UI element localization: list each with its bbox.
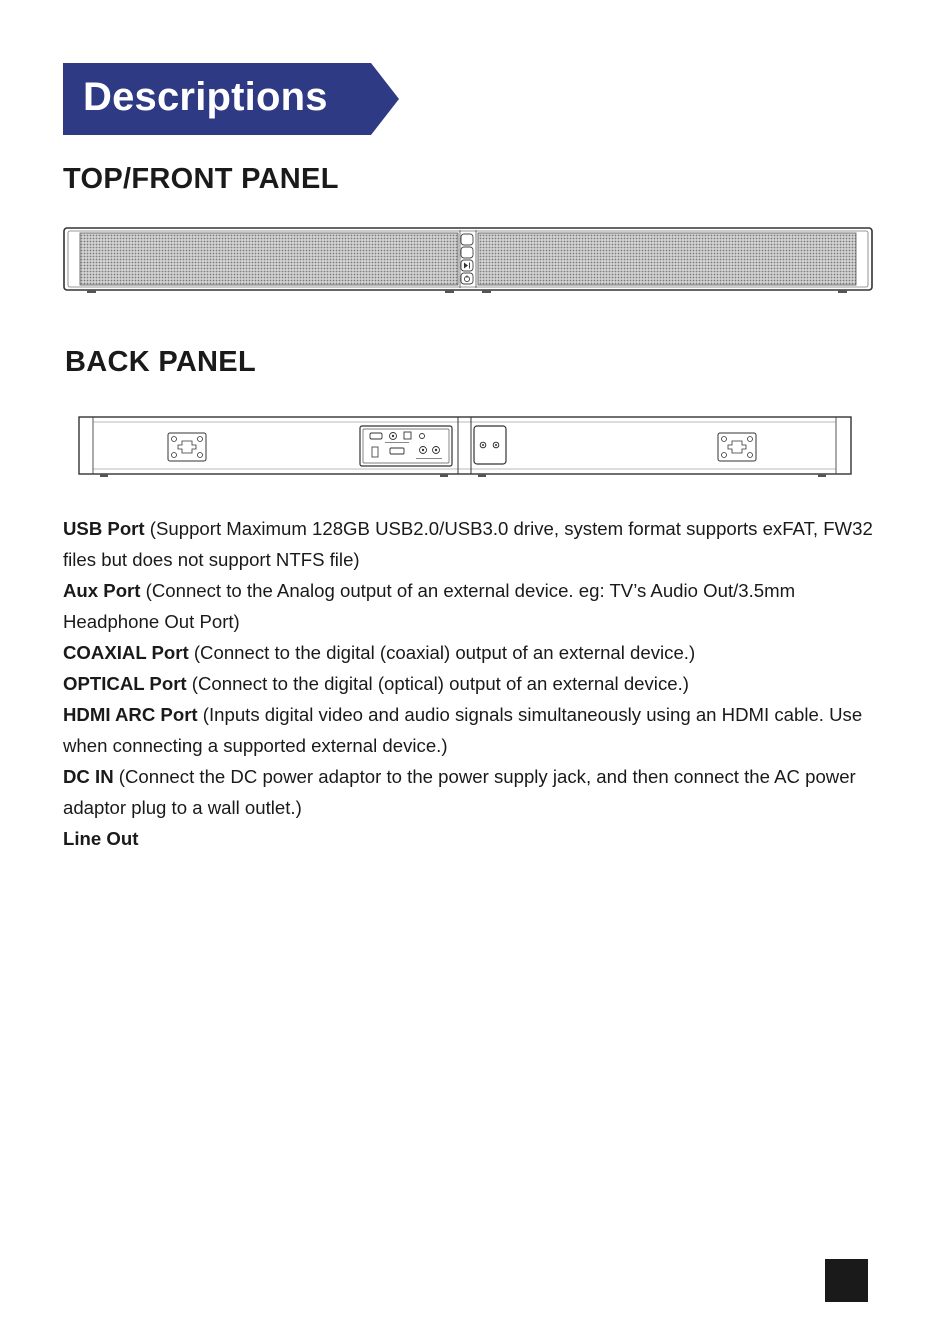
front-panel-illustration — [62, 225, 874, 295]
banner-title: Descriptions — [83, 75, 328, 119]
usb-port-icon — [370, 433, 382, 439]
control-button — [461, 234, 473, 245]
front-panel-heading: TOP/FRONT PANEL — [63, 163, 339, 195]
wall-mount-bracket-right — [718, 433, 756, 461]
desc-dc-in: DC IN (Connect the DC power adaptor to the power supply jack, and then connect the AC power adaptor plug to a wall outlet.) — [63, 766, 856, 818]
port-descriptions — [63, 513, 893, 854]
power-icon — [461, 273, 473, 284]
right-speaker-grill — [478, 233, 856, 285]
port-panel — [360, 426, 452, 466]
back-panel-heading: BACK PANEL — [65, 346, 256, 378]
desc-optical-port: OPTICAL Port (Connect to the digital (optical) output of an external device.) — [63, 673, 689, 694]
desc-usb-port: USB Port (Support Maximum 128GB USB2.0/USB3.0 drive, system format supports exFAT, FW32 files but does not support NTFS file) — [63, 518, 873, 570]
link-connector-panel — [474, 426, 506, 464]
optical-port-icon — [404, 432, 411, 439]
hdmi-arc-port-icon — [390, 448, 404, 454]
desc-coaxial-port: COAXIAL Port (Connect to the digital (coaxial) output of an external device.) — [63, 642, 696, 663]
desc-hdmi-arc-port: HDMI ARC Port (Inputs digital video and audio signals simultaneously using an HDMI cable. Use when connecting a supported external device.) — [63, 704, 863, 756]
descriptions-banner — [63, 63, 399, 135]
left-speaker-grill — [80, 233, 458, 285]
wall-mount-bracket-left — [168, 433, 206, 461]
desc-line-out: Line Out — [63, 828, 139, 849]
dc-in-port-icon — [372, 447, 378, 457]
page-marker — [825, 1259, 868, 1302]
back-panel-illustration — [78, 414, 852, 480]
control-button — [461, 247, 473, 258]
desc-aux-port: Aux Port (Connect to the Analog output of an external device. eg: TV’s Audio Out/3.5mm Headphone Out Port) — [63, 580, 796, 632]
